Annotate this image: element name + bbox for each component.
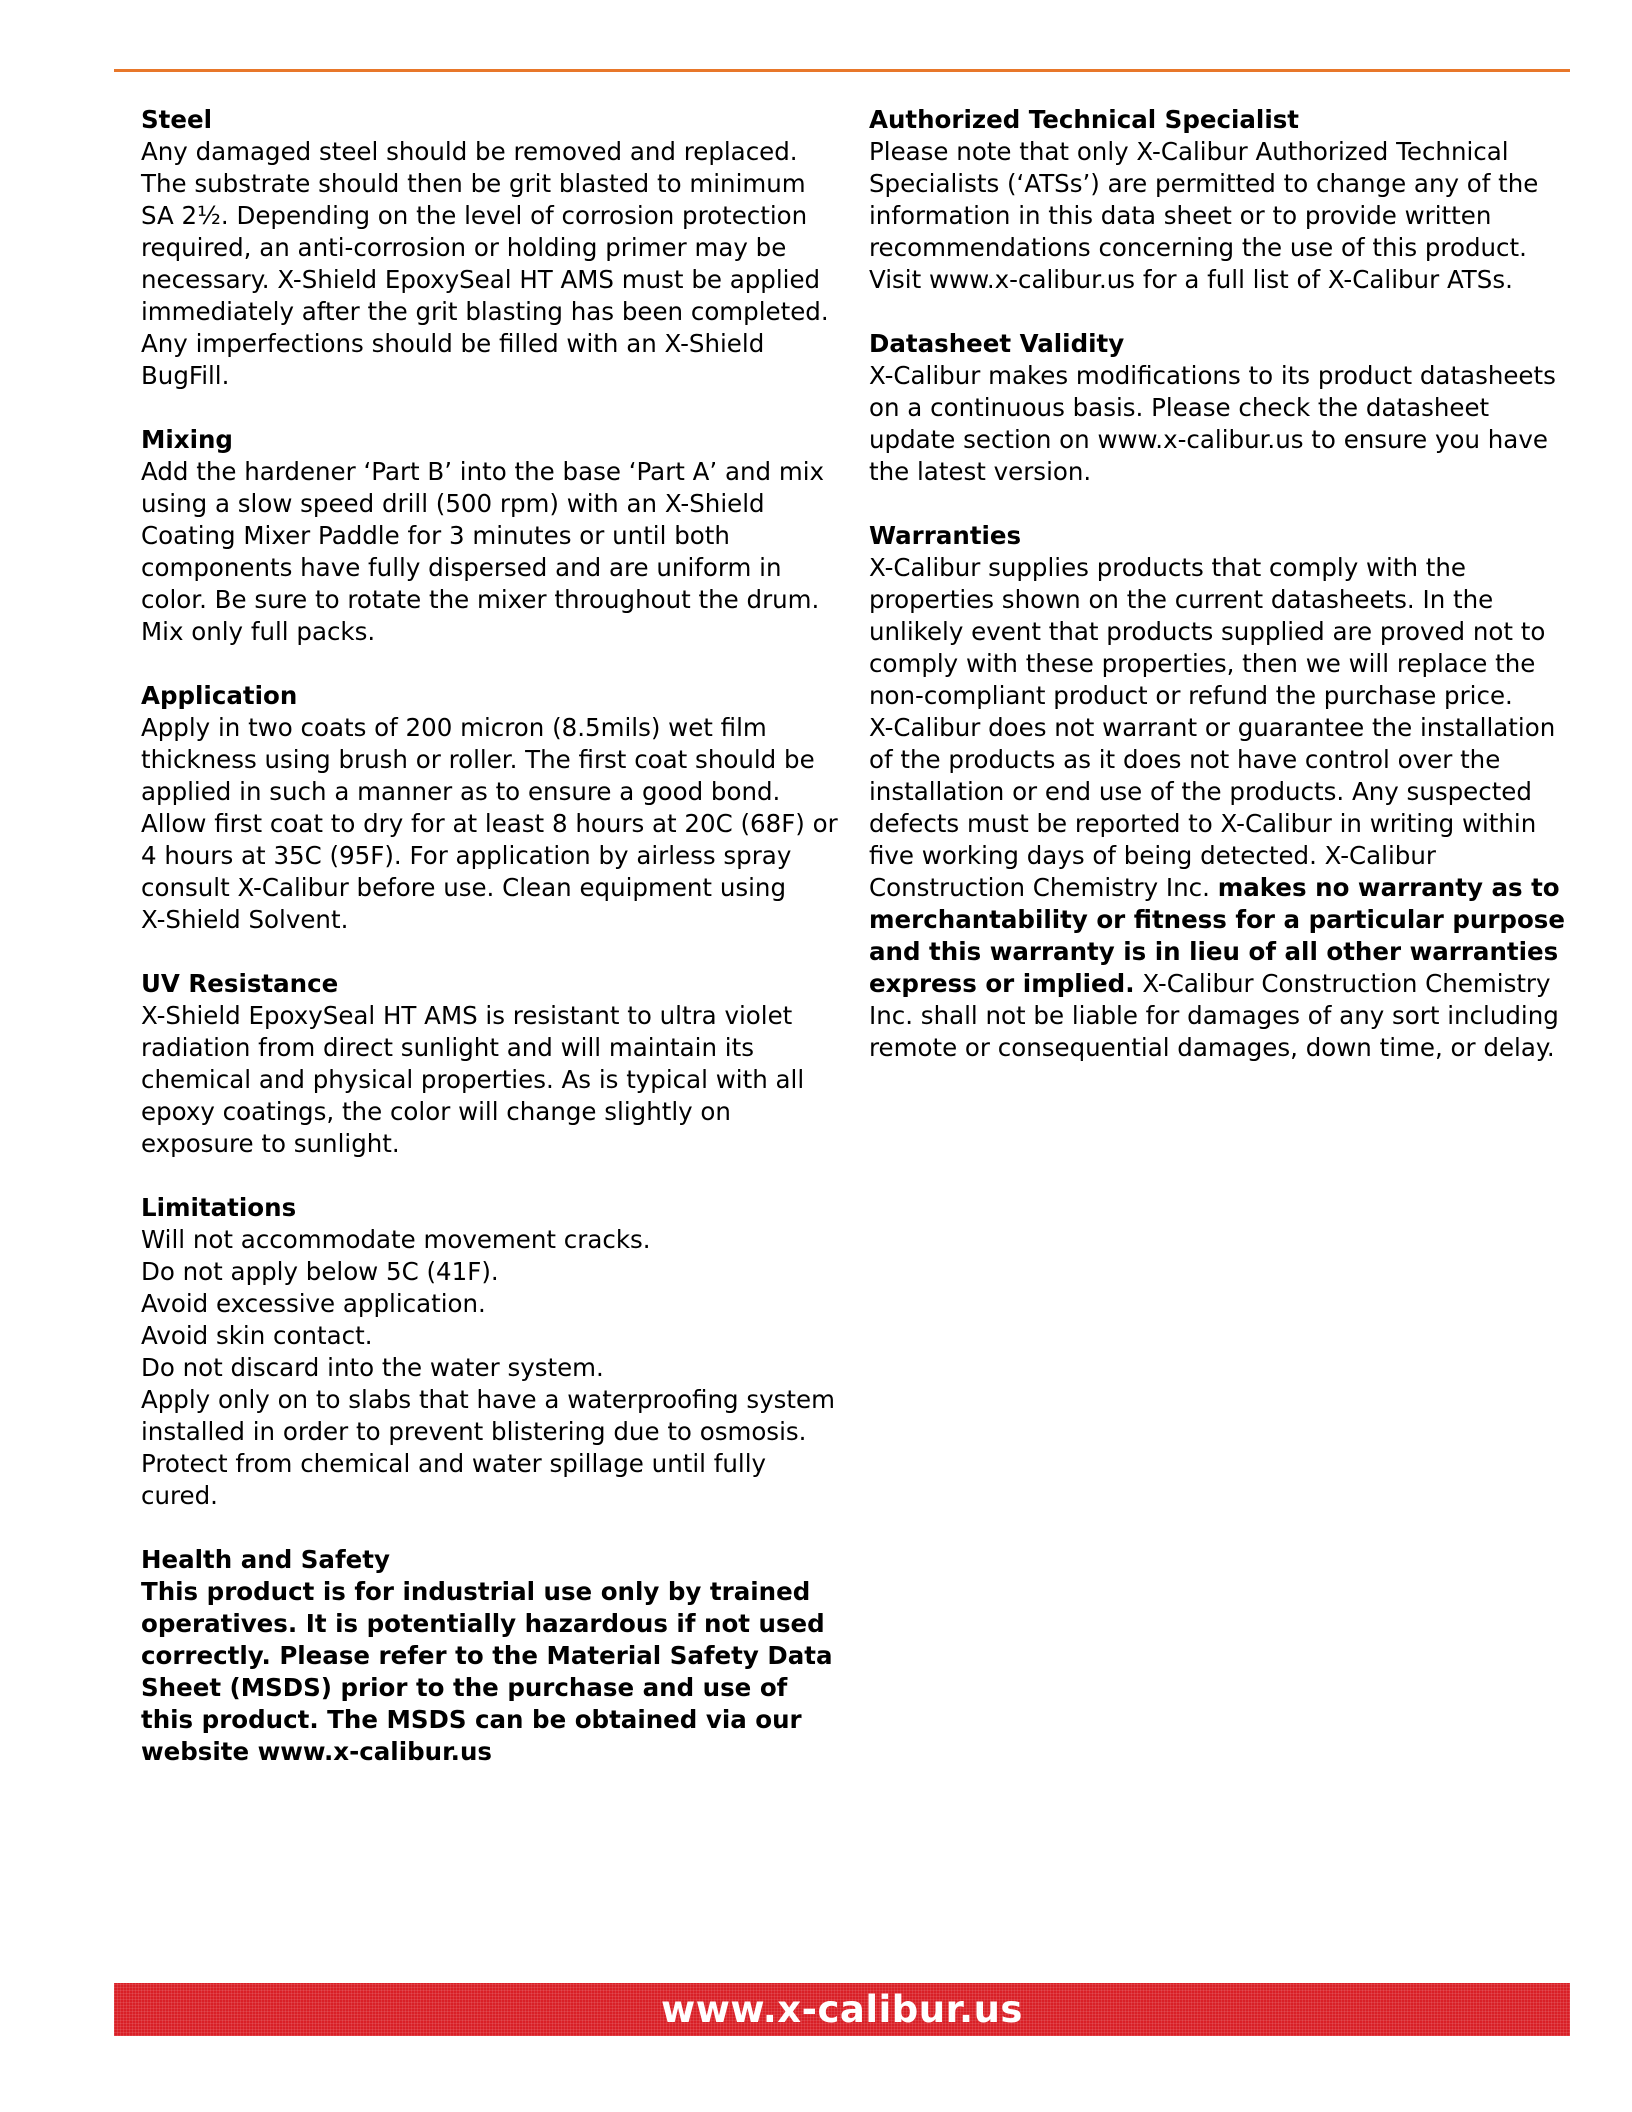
body-line: information in this data sheet or to provide written — [869, 201, 1492, 230]
section-heading: Warranties — [869, 521, 1022, 550]
body-line: Apply only on to slabs that have a waterproofing system — [141, 1385, 835, 1414]
body-line: website www.x-calibur.us — [141, 1737, 492, 1766]
body-line: required, an anti-corrosion or holding primer may be — [141, 233, 787, 262]
body-line: 4 hours at 35C (95F). For application by airless spray — [141, 841, 792, 870]
body-line: immediately after the grit blasting has been completed. — [141, 297, 829, 326]
section-body — [869, 552, 1569, 1064]
body-line: Any imperfections should be filled with an X-Shield — [141, 329, 765, 358]
body-line: exposure to sunlight. — [141, 1129, 400, 1158]
body-line: correctly. Please refer to the Material Safety Data — [141, 1641, 833, 1670]
body-text-normal: X-Calibur Construction Chemistry — [1134, 969, 1551, 998]
body-line: radiation from direct sunlight and will maintain its — [141, 1033, 754, 1062]
body-line: Protect from chemical and water spillage until fully — [141, 1449, 767, 1478]
section-mixing — [141, 424, 841, 648]
section-application — [141, 680, 841, 936]
section-body — [141, 1224, 841, 1512]
body-line: installation or end use of the products. Any suspected — [869, 777, 1532, 806]
section-steel — [141, 104, 841, 392]
body-text-normal: Construction Chemistry Inc. — [869, 873, 1218, 902]
top-divider-line — [114, 69, 1570, 72]
body-line: recommendations concerning the use of this product. — [869, 233, 1527, 262]
section-body — [141, 136, 841, 392]
section-heading: Health and Safety — [141, 1545, 390, 1574]
body-line: defects must be reported to X-Calibur in writing within — [869, 809, 1537, 838]
body-line: BugFill. — [141, 361, 230, 390]
body-line: operatives. It is potentially hazardous if not used — [141, 1609, 825, 1638]
body-line: X-Shield EpoxySeal HT AMS is resistant to ultra violet — [141, 1001, 793, 1030]
section-heading: UV Resistance — [141, 969, 339, 998]
section-heading: Steel — [141, 105, 212, 134]
body-line: using a slow speed drill (500 rpm) with an X-Shield — [141, 489, 765, 518]
section-body — [141, 1576, 841, 1768]
section-limitations — [141, 1192, 841, 1512]
section-authorized-technical-specialist — [869, 104, 1569, 296]
body-line: Allow first coat to dry for at least 8 hours at 20C (68F) or — [141, 809, 838, 838]
body-line: X-Calibur does not warrant or guarantee the installation — [869, 713, 1556, 742]
body-line: comply with these properties, then we will replace the — [869, 649, 1536, 678]
body-line: X-Calibur supplies products that comply with the — [869, 553, 1466, 582]
body-line: unlikely event that products supplied are proved not to — [869, 617, 1546, 646]
body-line-mixed — [869, 968, 1569, 1000]
section-datasheet-validity — [869, 328, 1569, 488]
body-line: necessary. X-Shield EpoxySeal HT AMS must be applied — [141, 265, 821, 294]
body-line: applied in such a manner as to ensure a good bond. — [141, 777, 781, 806]
section-heading: Authorized Technical Specialist — [869, 105, 1300, 134]
body-line: Will not accommodate movement cracks. — [141, 1225, 651, 1254]
body-line: Avoid skin contact. — [141, 1321, 373, 1350]
body-text-bold: express or implied. — [869, 969, 1135, 998]
body-line: This product is for industrial use only by trained — [141, 1577, 811, 1606]
body-line: Inc. shall not be liable for damages of any sort including — [869, 1001, 1559, 1030]
body-line: remote or consequential damages, down time, or delay. — [869, 1033, 1555, 1062]
section-uv-resistance — [141, 968, 841, 1160]
body-line: Please note that only X-Calibur Authorized Technical — [869, 137, 1509, 166]
section-body — [869, 136, 1569, 296]
footer-website-link[interactable]: www.x-calibur.us — [661, 1988, 1023, 2031]
body-line: non-compliant product or refund the purchase price. — [869, 681, 1513, 710]
body-line: five working days of being detected. X-Calibur — [869, 841, 1436, 870]
section-heading: Limitations — [141, 1193, 297, 1222]
section-body — [141, 712, 841, 936]
body-line: X-Shield Solvent. — [141, 905, 349, 934]
body-line: color. Be sure to rotate the mixer throughout the drum. — [141, 585, 820, 614]
body-line: Sheet (MSDS) prior to the purchase and use of — [141, 1673, 788, 1702]
body-line: Add the hardener ‘Part B’ into the base ‘Part A’ and mix — [141, 457, 825, 486]
body-line: on a continuous basis. Please check the datasheet — [869, 393, 1490, 422]
body-line: epoxy coatings, the color will change slightly on — [141, 1097, 731, 1126]
section-heading: Application — [141, 681, 298, 710]
body-line-bold: merchantability or fitness for a particular purpose — [869, 905, 1565, 934]
left-column — [141, 104, 841, 1800]
footer-banner — [114, 1983, 1570, 2036]
section-body — [869, 360, 1569, 488]
body-line: consult X-Calibur before use. Clean equipment using — [141, 873, 787, 902]
body-line: of the products as it does not have control over the — [869, 745, 1501, 774]
body-line: X-Calibur makes modifications to its product datasheets — [869, 361, 1556, 390]
body-line: update section on www.x-calibur.us to ensure you have — [869, 425, 1548, 454]
body-line: Do not discard into the water system. — [141, 1353, 604, 1382]
body-line: Visit www.x-calibur.us for a full list of X-Calibur ATSs. — [869, 265, 1513, 294]
body-line: Coating Mixer Paddle for 3 minutes or until both — [141, 521, 730, 550]
right-column — [869, 104, 1569, 1096]
body-text-bold: makes no warranty as to — [1217, 873, 1560, 902]
body-line: properties shown on the current datasheets. In the — [869, 585, 1494, 614]
body-line: Do not apply below 5C (41F). — [141, 1257, 499, 1286]
body-line: the latest version. — [869, 457, 1092, 486]
section-heading: Datasheet Validity — [869, 329, 1125, 358]
body-line-bold: and this warranty is in lieu of all other warranties — [869, 937, 1559, 966]
body-line: The substrate should then be grit blasted to minimum — [141, 169, 806, 198]
section-body — [141, 456, 841, 648]
body-line: this product. The MSDS can be obtained via our — [141, 1705, 802, 1734]
section-body — [141, 1000, 841, 1160]
body-line: components have fully dispersed and are uniform in — [141, 553, 782, 582]
body-line-mixed — [869, 872, 1569, 904]
body-line: Specialists (‘ATSs’) are permitted to change any of the — [869, 169, 1539, 198]
body-line: Mix only full packs. — [141, 617, 376, 646]
body-line: chemical and physical properties. As is typical with all — [141, 1065, 805, 1094]
body-line: Apply in two coats of 200 micron (8.5mils) wet film — [141, 713, 767, 742]
section-warranties — [869, 520, 1569, 1064]
section-heading: Mixing — [141, 425, 233, 454]
body-line: SA 2½. Depending on the level of corrosion protection — [141, 201, 808, 230]
body-line: thickness using brush or roller. The first coat should be — [141, 745, 815, 774]
body-line: Any damaged steel should be removed and replaced. — [141, 137, 798, 166]
body-line: installed in order to prevent blistering due to osmosis. — [141, 1417, 807, 1446]
body-line: Avoid excessive application. — [141, 1289, 486, 1318]
body-line: cured. — [141, 1481, 218, 1510]
section-health-and-safety — [141, 1544, 841, 1768]
